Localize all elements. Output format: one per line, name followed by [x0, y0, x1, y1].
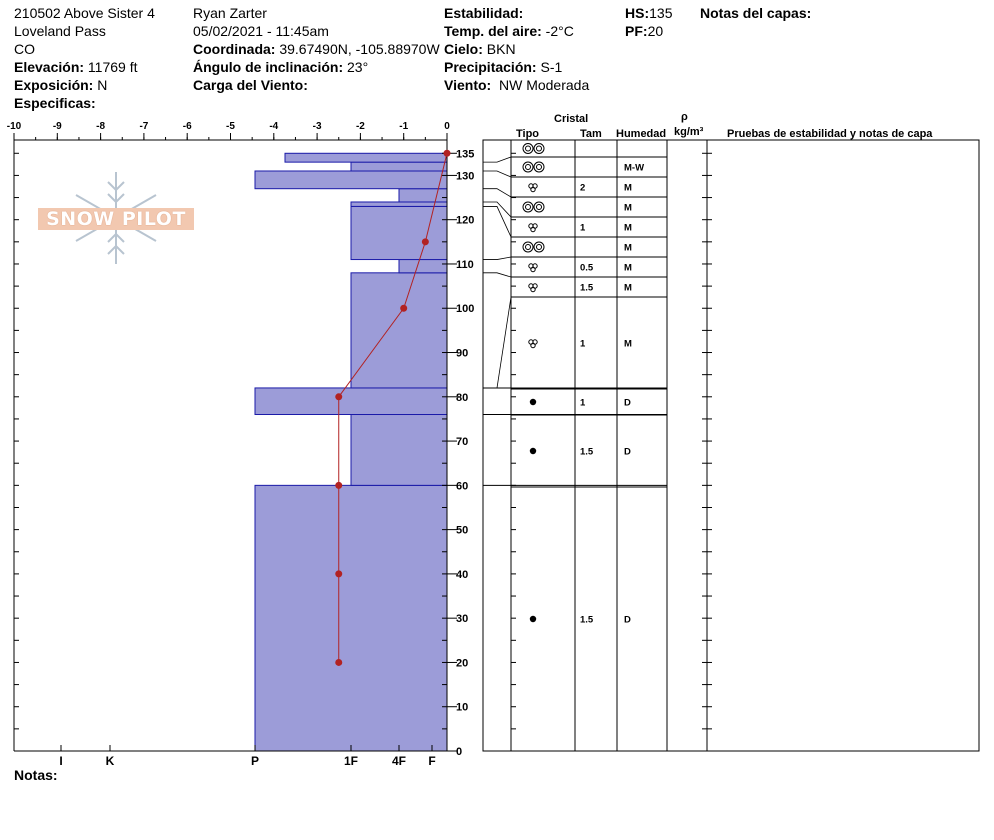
rounded-grain-icon-inner	[526, 245, 531, 250]
hardness-layer	[351, 202, 447, 206]
melt-form-icon	[531, 187, 535, 191]
grain-size: 2	[580, 182, 586, 194]
site-name: 210502 Above Sister 4	[14, 5, 155, 21]
rounded-grain-icon	[523, 144, 533, 154]
moisture: M	[624, 262, 632, 274]
temperature-point	[335, 482, 342, 489]
connector-line	[483, 202, 511, 217]
grain-size: 1	[580, 222, 586, 234]
rounded-grain-icon	[523, 242, 533, 252]
grain-size: 1	[580, 397, 586, 409]
height-tick-label: 80	[456, 391, 469, 404]
temp-tick-label: -4	[269, 121, 279, 132]
elevation-label: Elevación:	[14, 59, 85, 75]
datetime: 05/02/2021 - 11:45am	[193, 23, 329, 39]
temp-tick-label: -9	[52, 121, 62, 132]
aspect-label: Exposición:	[14, 77, 94, 93]
air-temp-value: -2°C	[545, 23, 574, 39]
wind-value: NW Moderada	[498, 77, 590, 93]
temp-tick-label: -1	[399, 121, 409, 132]
hardness-label: I	[59, 754, 63, 768]
elevation-value: 11769 ft	[87, 59, 138, 75]
rounded-grain-icon-inner	[537, 205, 542, 210]
precip-particle-icon	[530, 399, 536, 405]
temperature-point	[422, 238, 429, 245]
size-header: Tam	[580, 128, 602, 140]
hardness-layer	[285, 153, 447, 162]
sky-value: BKN	[486, 41, 516, 57]
rounded-grain-icon-inner	[537, 245, 542, 250]
rounded-grain-icon-inner	[526, 205, 531, 210]
moisture: M	[624, 242, 632, 254]
temperature-point	[335, 570, 342, 577]
height-tick-label: 90	[456, 347, 469, 360]
grain-size: 1	[580, 338, 586, 350]
specifics-label: Especificas:	[14, 95, 96, 111]
hs-value: 135	[649, 5, 673, 21]
hardness-label: K	[105, 754, 115, 768]
pf-value: 20	[647, 23, 664, 39]
stability-label: Estabilidad:	[444, 5, 524, 21]
crystal-header: Cristal	[554, 113, 589, 125]
height-tick-label: 20	[456, 657, 469, 670]
density-symbol: ρ	[681, 111, 688, 123]
height-tick-label: 135	[456, 148, 475, 161]
height-tick-label: 60	[456, 480, 469, 493]
melt-form-icon	[531, 343, 535, 347]
logo-text: SNOW PILOT	[38, 208, 194, 230]
rounded-grain-icon	[534, 144, 544, 154]
hardness-layer	[351, 415, 447, 486]
hardness-layer	[255, 388, 447, 415]
hardness-layer	[351, 162, 447, 171]
height-tick-label: 120	[456, 214, 475, 227]
melt-form-icon	[531, 267, 535, 271]
height-tick-label: 130	[456, 170, 475, 183]
temp-tick-label: -2	[355, 121, 365, 132]
hardness-layer	[255, 485, 447, 751]
height-tick-label: 110	[456, 258, 474, 271]
temp-tick-label: -5	[226, 121, 235, 132]
grain-size: 1.5	[580, 614, 594, 626]
rounded-grain-icon-inner	[537, 146, 542, 151]
temperature-point	[335, 659, 342, 666]
moisture: M	[624, 202, 632, 214]
wind-load-label: Carga del Viento:	[193, 77, 308, 93]
height-tick-label: 0	[456, 746, 463, 758]
connector-line	[483, 157, 511, 162]
hardness-label: 1F	[343, 754, 359, 768]
sky-label: Cielo:	[444, 41, 483, 57]
tests-header: Pruebas de estabilidad y notas de capa	[727, 128, 933, 140]
height-tick-label: 10	[456, 701, 469, 714]
height-tick-label: 70	[456, 436, 469, 449]
moisture: D	[624, 614, 631, 626]
moisture-header: Humedad	[616, 128, 667, 140]
temp-tick-label: -3	[312, 121, 322, 132]
aspect-value: N	[97, 77, 108, 93]
grain-size: 0.5	[580, 262, 594, 274]
rounded-grain-icon	[534, 202, 544, 212]
grain-size: 1.5	[580, 446, 594, 458]
moisture: D	[624, 397, 631, 409]
hardness-layer	[351, 273, 447, 388]
hardness-label: 4F	[391, 754, 407, 768]
height-tick-label: 50	[456, 524, 469, 537]
wind-label: Viento:	[444, 77, 492, 93]
rounded-grain-icon	[523, 162, 533, 172]
slope-value: 23°	[347, 59, 369, 75]
temp-tick-label: -10	[6, 121, 22, 132]
melt-form-icon	[531, 287, 535, 291]
height-tick-label: 30	[456, 613, 469, 626]
hardness-layer	[399, 189, 447, 202]
moisture: M	[624, 182, 632, 194]
rounded-grain-icon-inner	[526, 146, 531, 151]
temp-tick-label: -7	[139, 121, 149, 132]
connector-line	[483, 171, 511, 177]
location: Loveland Pass	[14, 23, 106, 39]
state: CO	[14, 41, 35, 57]
connector-line	[483, 206, 511, 237]
precip-particle-icon	[530, 448, 536, 454]
notes-label: Notas:	[14, 767, 58, 783]
rounded-grain-icon	[523, 202, 533, 212]
rounded-grain-icon	[534, 162, 544, 172]
type-header: Tipo	[516, 128, 540, 140]
slope-label: Ángulo de inclinación:	[193, 59, 344, 75]
moisture: M-W	[624, 162, 645, 174]
layer-notes-label: Notas del capas:	[700, 5, 812, 21]
temp-tick-label: -8	[96, 121, 106, 132]
height-tick-label: 100	[456, 303, 475, 316]
coords-value: 39.67490N, -105.88970W	[279, 41, 440, 57]
pf-label: PF:	[625, 23, 648, 39]
table-frame	[483, 140, 979, 751]
rounded-grain-icon-inner	[526, 165, 531, 170]
connector-line	[483, 257, 511, 260]
hardness-label: F	[428, 754, 436, 768]
moisture: M	[624, 282, 632, 294]
connector-line	[483, 297, 511, 388]
hs-label: HS:	[625, 5, 650, 21]
observer: Ryan Zarter	[193, 5, 267, 21]
temperature-point	[400, 305, 407, 312]
coords-label: Coordinada:	[193, 41, 276, 57]
hardness-label: P	[250, 754, 260, 768]
moisture: M	[624, 222, 632, 234]
precip-particle-icon	[530, 616, 536, 622]
connector-line	[483, 273, 511, 277]
hardness-layer	[255, 171, 447, 189]
moisture: M	[624, 338, 632, 350]
rounded-grain-icon	[534, 242, 544, 252]
rounded-grain-icon-inner	[537, 165, 542, 170]
temp-tick-label: 0	[444, 121, 450, 132]
hardness-layer	[399, 260, 447, 273]
precip-label: Precipitación:	[444, 59, 537, 75]
precip-value: S-1	[540, 59, 563, 75]
temperature-point	[335, 393, 342, 400]
grain-size: 1.5	[580, 282, 594, 294]
temperature-point	[444, 150, 451, 157]
melt-form-icon	[531, 227, 535, 231]
connector-line	[483, 189, 511, 197]
moisture: D	[624, 446, 631, 458]
hardness-layer	[351, 206, 447, 259]
density-unit: kg/m³	[674, 126, 704, 138]
temp-tick-label: -6	[182, 121, 192, 132]
height-tick-label: 40	[456, 568, 469, 581]
air-temp-label: Temp. del aire:	[444, 23, 542, 39]
